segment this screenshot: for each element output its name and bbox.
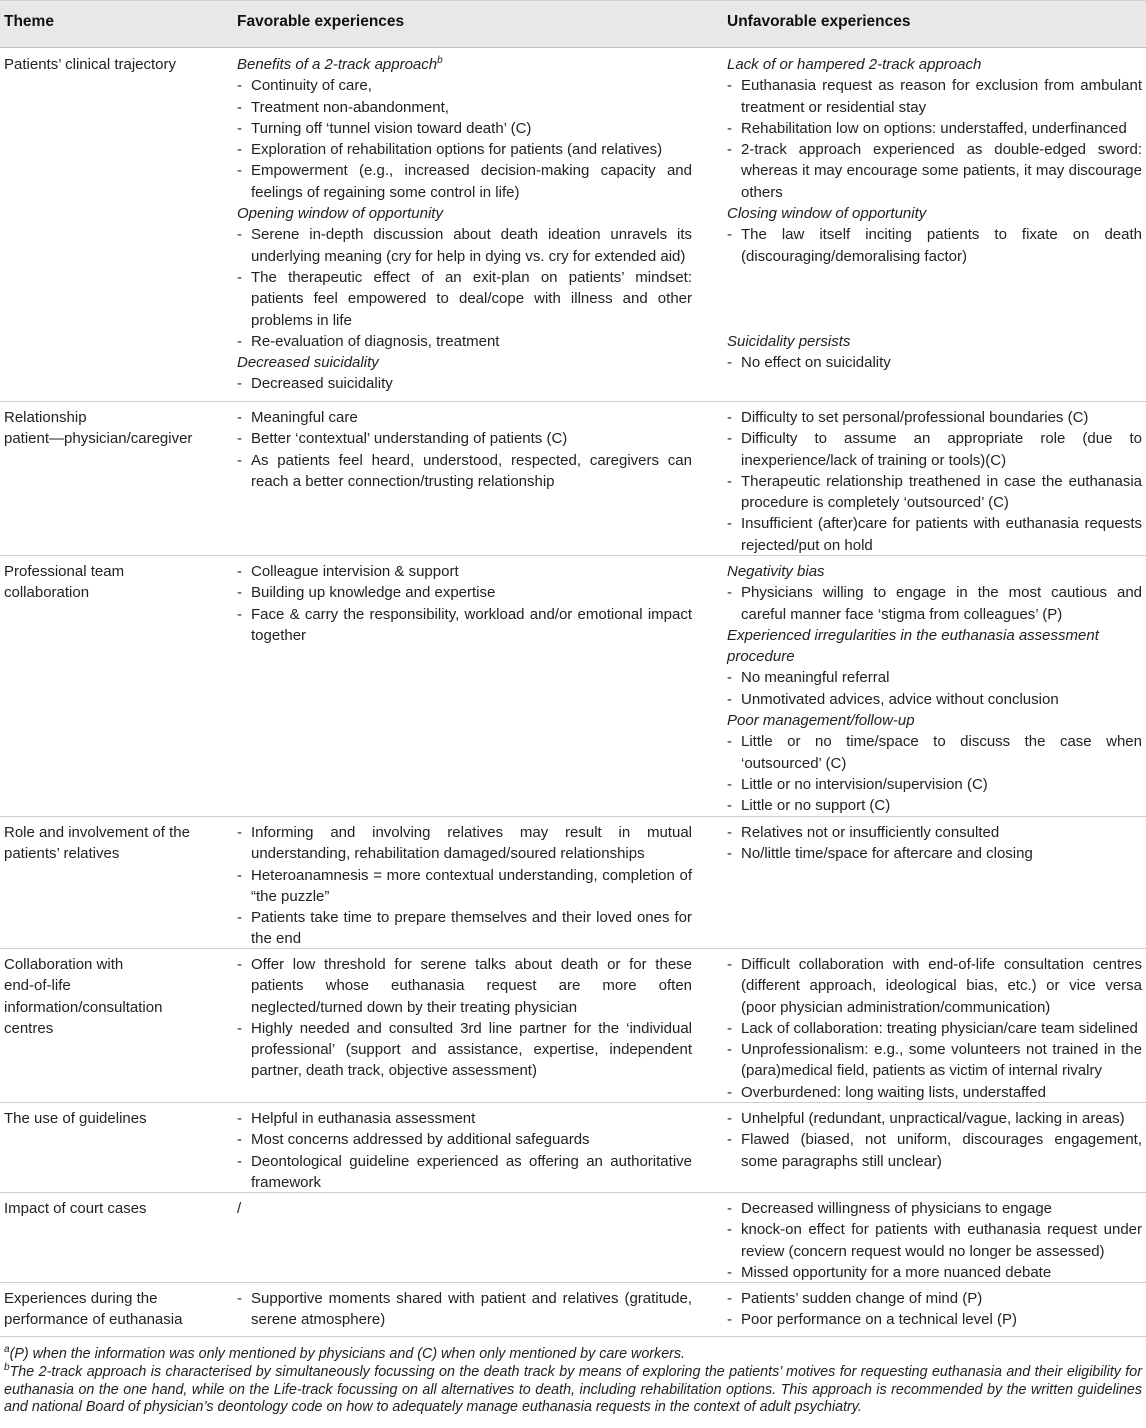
footnote-mark: a — [4, 1344, 10, 1356]
bullet-item — [727, 689, 1142, 710]
item-text: Insufficient (after)care for patients with euthanasia requests rejected/put on hold — [741, 515, 1142, 554]
header-theme: Theme — [4, 13, 54, 30]
bullet-item — [237, 331, 692, 352]
footnote-text: The 2-track approach is characterised by simultaneously focussing on the death track by means of exploring the patients’ motives for requesting euthanasia and their eligibility for euthanasia on the one hand, while on the Life-track focussing on all alternatives to death, including rehabilitation options. This approach is recommended by the written guidelines and national Board of physician’s deontology code on how to adequately manage euthanasia requests in the context of adult psychiatry. — [4, 1363, 1142, 1416]
item-text: Offer low threshold for serene talks about death or for these patients whose euthanasia request are more often neglected/turned down by their treating physician — [251, 956, 692, 1016]
bullet-item — [727, 774, 1142, 795]
subheading — [237, 352, 692, 373]
item-text: Rehabilitation low on options: understaffed, underfinanced — [741, 119, 1127, 137]
footnote — [4, 1364, 1142, 1417]
bullet-item — [237, 224, 692, 267]
unfavorable-cell — [727, 954, 1142, 1103]
theme-line: Collaboration with — [4, 956, 124, 973]
footnote — [4, 1346, 1142, 1364]
bullet-item — [727, 428, 1142, 471]
bullet-item — [237, 407, 692, 428]
bullet-item — [237, 428, 692, 449]
subheading — [727, 203, 1142, 224]
bullet-item — [727, 1309, 1142, 1330]
bullet-item — [727, 407, 1142, 428]
unfavorable-cell — [727, 407, 1142, 556]
item-text: Little or no intervision/supervision (C) — [741, 775, 988, 793]
item-text: Experienced irregularities in the euthanasia assessment procedure — [727, 626, 1099, 666]
item-text: Little or no support (C) — [741, 797, 891, 815]
item-text: Decreased suicidality — [237, 354, 379, 372]
item-text: Helpful in euthanasia assessment — [251, 1110, 476, 1127]
bullet-item — [237, 267, 692, 331]
bullet-item — [237, 160, 692, 203]
bullet-item — [237, 1108, 692, 1129]
bullet-item — [237, 450, 692, 493]
bullet-item — [727, 352, 1142, 373]
bullet-item — [727, 1262, 1142, 1283]
subheading — [727, 625, 1142, 668]
table-row — [0, 1102, 1146, 1193]
item-text: No effect on suicidality — [741, 354, 891, 372]
item-text: Most concerns addressed by additional safeguards — [251, 1131, 590, 1149]
bullet-item — [237, 1129, 692, 1150]
theme-cell — [4, 561, 204, 604]
footnotes — [4, 1346, 1142, 1417]
bullet-item — [237, 907, 692, 950]
item-text: Continuity of care, — [251, 77, 372, 95]
item-text: Overburdened: long waiting lists, understaffed — [741, 1083, 1046, 1101]
bullet-item — [727, 118, 1142, 139]
subheading — [727, 561, 1142, 582]
unfavorable-cell — [727, 54, 1142, 373]
bullet-item — [727, 1082, 1142, 1103]
table-row — [0, 48, 1146, 402]
theme-cell — [4, 1108, 204, 1129]
bullet-item — [727, 795, 1142, 816]
item-text: Closing window of opportunity — [727, 205, 927, 223]
bullet-item — [237, 865, 692, 908]
theme-line: The use of guidelines — [4, 1110, 147, 1127]
item-text: Better ‘contextual’ understanding of patients (C) — [251, 430, 568, 448]
bullet-item — [727, 843, 1142, 864]
favorable-cell — [237, 1288, 692, 1331]
cell-text — [237, 1198, 692, 1219]
favorable-cell — [237, 1198, 692, 1219]
bullet-item — [727, 513, 1142, 556]
item-text: Highly needed and consulted 3rd line partner for the ‘individual professional’ (support and assistance, expertise, independent partner, death track, objective assessment) — [251, 1019, 692, 1080]
bullet-item — [237, 1018, 692, 1082]
item-text: The therapeutic effect of an exit-plan on patients’ mindset: patients feel empowered to deal/cope with illness and other problems in life — [251, 268, 692, 329]
theme-cell — [4, 1198, 204, 1219]
theme-line: performance of euthanasia — [4, 1311, 183, 1329]
favorable-cell — [237, 407, 692, 492]
theme-line: Impact of court cases — [4, 1200, 147, 1217]
item-text: Colleague intervision & support — [251, 563, 459, 580]
spacer — [727, 288, 1142, 309]
theme-line: Experiences during the — [4, 1290, 158, 1307]
subheading — [237, 203, 692, 224]
bullet-item — [237, 561, 692, 582]
item-text: As patients feel heard, understood, respected, caregivers can reach a better connection/trusting relationship — [251, 451, 692, 490]
bullet-item — [237, 1288, 692, 1331]
favorable-cell — [237, 1108, 692, 1193]
item-text: Difficulty to set personal/professional boundaries (C) — [741, 409, 1089, 426]
item-text: Turning off ‘tunnel vision toward death’ (C) — [251, 119, 532, 137]
subheading — [727, 710, 1142, 731]
favorable-cell — [237, 561, 692, 646]
subheading — [727, 54, 1142, 75]
theme-line: information/consultation — [4, 998, 163, 1016]
bullet-item — [727, 75, 1142, 118]
item-text: No meaningful referral — [741, 669, 890, 687]
header-unfavorable: Unfavorable experiences — [727, 13, 911, 30]
item-text: Benefits of a 2-track approach — [237, 56, 438, 73]
bullet-item — [727, 471, 1142, 514]
item-text: Decreased willingness of physicians to engage — [741, 1200, 1053, 1217]
item-text: Empowerment (e.g., increased decision-making capacity and feelings of regaining some control in life) — [251, 162, 692, 201]
table-row — [0, 948, 1146, 1103]
item-text: The law itself inciting patients to fixate on death (discouraging/demoralising factor) — [741, 226, 1142, 265]
item-text: Difficult collaboration with end-of-life consultation centres (different approach, ideological bias, etc.) or vice versa (poor physician administration/communication) — [741, 956, 1142, 1016]
spacer — [727, 310, 1142, 331]
table-header — [0, 0, 1146, 48]
bullet-item — [237, 75, 692, 96]
bullet-item — [237, 139, 692, 160]
item-text: Informing and involving relatives may result in mutual understanding, rehabilitation damaged/soured relationships — [251, 824, 692, 863]
unfavorable-cell — [727, 822, 1142, 865]
item-text: Unhelpful (redundant, unpractical/vague, lacking in areas) — [741, 1110, 1125, 1127]
bullet-item — [237, 97, 692, 118]
theme-cell — [4, 54, 204, 75]
table-row — [0, 555, 1146, 817]
item-text: Difficulty to assume an appropriate role (due to inexperience/lack of training or tools)(C) — [741, 430, 1142, 469]
item-text: / — [237, 1200, 242, 1217]
item-text: Supportive moments shared with patient and relatives (gratitude, serene atmosphere) — [251, 1290, 692, 1329]
bullet-item — [727, 1018, 1142, 1039]
item-text: Poor management/follow-up — [727, 712, 915, 730]
item-text: Treatment non-abandonment, — [251, 98, 449, 116]
bullet-item — [237, 373, 692, 394]
theme-line: end-of-life — [4, 977, 71, 995]
bullet-item — [727, 1108, 1142, 1129]
table-row — [0, 401, 1146, 556]
bullet-item — [727, 582, 1142, 625]
header-favorable: Favorable experiences — [237, 13, 405, 30]
item-text: Decreased suicidality — [251, 375, 393, 393]
footnote-text: (P) when the information was only mentioned by physicians and (C) when only mentioned by care workers. — [9, 1346, 686, 1362]
theme-line: collaboration — [4, 584, 90, 602]
item-text: Patients take time to prepare themselves and their loved ones for the end — [251, 909, 692, 948]
item-text: Euthanasia request as reason for exclusion from ambulant treatment or residential stay — [741, 77, 1142, 116]
item-text: Unmotivated advices, advice without conclusion — [741, 690, 1059, 708]
item-text: Heteroanamnesis = more contextual understanding, completion of “the puzzle” — [251, 866, 692, 905]
item-text: Little or no time/space to discuss the case when ‘outsourced’ (C) — [741, 733, 1142, 772]
item-text: Serene in-depth discussion about death ideation unravels its underlying meaning (cry for help in dying vs. cry for extended aid) — [251, 226, 692, 265]
bullet-item — [237, 1151, 692, 1194]
unfavorable-cell — [727, 561, 1142, 817]
item-text: Re-evaluation of diagnosis, treatment — [251, 332, 500, 350]
item-text: Exploration of rehabilitation options for patients (and relatives) — [251, 141, 663, 159]
item-text: knock-on effect for patients with euthanasia request under review (concern request would no longer be assessed) — [741, 1221, 1142, 1260]
unfavorable-cell — [727, 1198, 1142, 1283]
unfavorable-cell — [727, 1108, 1142, 1172]
subheading — [237, 54, 692, 75]
table-row — [0, 1282, 1146, 1337]
table-row — [0, 1192, 1146, 1283]
favorable-cell — [237, 954, 692, 1082]
theme-line: centres — [4, 1019, 54, 1037]
theme-cell — [4, 954, 204, 1039]
bullet-item — [237, 118, 692, 139]
theme-cell — [4, 1288, 204, 1331]
bullet-item — [727, 1129, 1142, 1172]
item-text: Building up knowledge and expertise — [251, 584, 496, 602]
item-text: Lack of or hampered 2-track approach — [727, 56, 982, 73]
unfavorable-cell — [727, 1288, 1142, 1331]
theme-line: Relationship — [4, 409, 87, 426]
item-text: Missed opportunity for a more nuanced debate — [741, 1263, 1052, 1281]
favorable-cell — [237, 822, 692, 950]
bullet-item — [727, 139, 1142, 203]
theme-line: Patients’ clinical trajectory — [4, 56, 177, 73]
bullet-item — [727, 667, 1142, 688]
theme-line: Professional team — [4, 563, 125, 580]
item-text: No/little time/space for aftercare and closing — [741, 845, 1033, 863]
footnote-mark: b — [4, 1362, 10, 1374]
item-text: Suicidality persists — [727, 332, 851, 350]
spacer — [727, 267, 1142, 288]
bullet-item — [237, 604, 692, 647]
item-text: Physicians willing to engage in the most cautious and careful manner face ‘stigma from colleagues’ (P) — [741, 584, 1142, 623]
item-text: Negativity bias — [727, 563, 825, 580]
bullet-item — [237, 822, 692, 865]
bullet-item — [727, 731, 1142, 774]
bullet-item — [727, 1039, 1142, 1082]
item-text: Patients’ sudden change of mind (P) — [741, 1290, 983, 1307]
item-text: 2-track approach experienced as double-edged sword: whereas it may encourage some patients, it may discourage others — [741, 141, 1142, 201]
bullet-item — [727, 822, 1142, 843]
bullet-item — [727, 1288, 1142, 1309]
footnote-mark: b — [437, 55, 443, 66]
item-text: Poor performance on a technical level (P) — [741, 1311, 1017, 1329]
item-text: Unprofessionalism: e.g., some volunteers not trained in the (para)medical field, patients as victim of internal rivalry — [741, 1041, 1142, 1080]
theme-line: Role and involvement of the — [4, 824, 190, 841]
item-text: Relatives not or insufficiently consulted — [741, 824, 1000, 841]
table-row — [0, 816, 1146, 949]
bullet-item — [727, 1198, 1142, 1219]
theme-cell — [4, 407, 204, 450]
item-text: Meaningful care — [251, 409, 358, 426]
item-text: Therapeutic relationship treathened in case the euthanasia procedure is completely ‘outsourced’ (C) — [741, 472, 1142, 512]
theme-cell — [4, 822, 204, 865]
item-text: Face & carry the responsibility, workload and/or emotional impact together — [251, 605, 692, 644]
bullet-item — [727, 954, 1142, 1018]
bullet-item — [237, 954, 692, 1018]
subheading — [727, 331, 1142, 352]
theme-line: patients’ relatives — [4, 845, 120, 863]
item-text: Opening window of opportunity — [237, 205, 443, 223]
theme-line: patient—physician/caregiver — [4, 430, 193, 448]
bullet-item — [237, 582, 692, 603]
item-text: Lack of collaboration: treating physician/care team sidelined — [741, 1019, 1138, 1037]
bullet-item — [727, 1219, 1142, 1262]
favorable-cell — [237, 54, 692, 395]
bullet-item — [727, 224, 1142, 267]
item-text: Deontological guideline experienced as offering an authoritative framework — [251, 1152, 692, 1191]
item-text: Flawed (biased, not uniform, discourages engagement, some paragraphs still unclear) — [741, 1131, 1142, 1170]
